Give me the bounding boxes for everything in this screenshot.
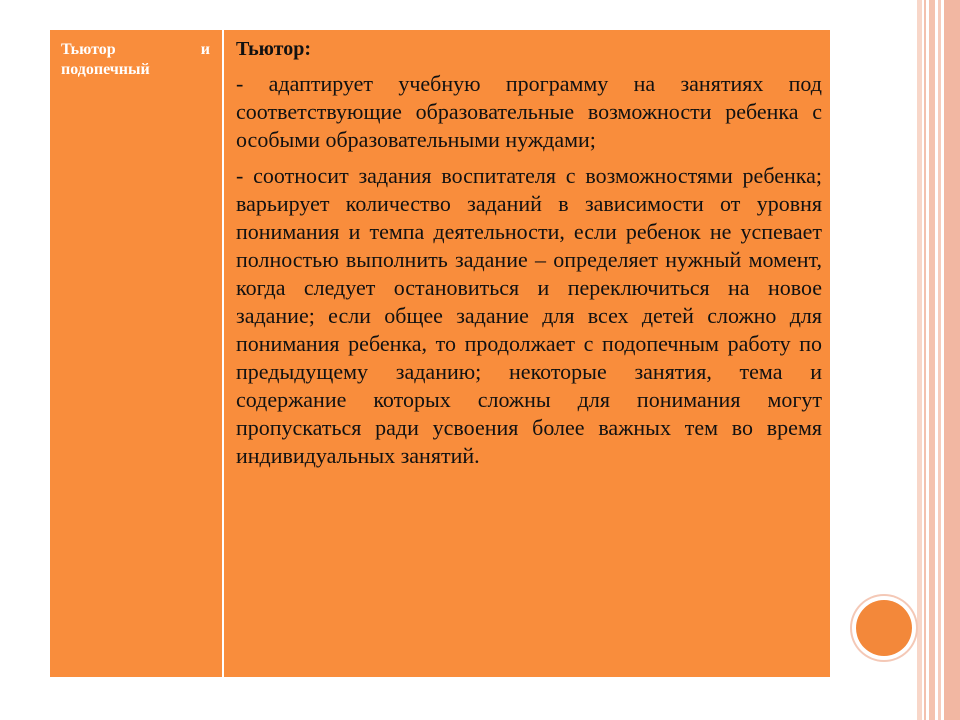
left-cell-text: [50, 30, 222, 80]
table-row: [50, 30, 830, 677]
left-cell: [50, 30, 223, 677]
decor-stripe: [917, 0, 922, 720]
paragraph-2: - соотносит задания воспитателя с возможностями ребенка; варьирует количество заданий в зависимости от уровня понимания и темпа деятельности, если ребенок не успевает полностью выполнить задание – определяет нужный момент, когда следует остановиться и переключиться на новое задание; если общее задание для всех детей сложно для понимания ребенка, то продолжает с подопечным работу по предыдущему заданию; некоторые занятия, тема и содержание которых сложны для понимания могут пропускаться ради усвоения более важных тем во время индивидуальных занятий.: [236, 163, 822, 468]
decor-stripe: [929, 0, 935, 720]
decor-stripe: [924, 0, 926, 720]
right-heading: Тьютор:: [236, 38, 312, 60]
right-cell-text: [224, 30, 830, 470]
paragraph-1: - адаптирует учебную программу на занятиях под соответствующие образовательные возможности ребенка с особыми образовательными нуждами;: [236, 71, 822, 152]
content-table: [50, 30, 830, 677]
left-header-line2: подопечный: [61, 61, 150, 78]
decor-stripe: [938, 0, 941, 720]
decor-circle: [856, 600, 912, 656]
left-header-line1: Тьютор и: [61, 41, 210, 58]
right-cell: [223, 30, 830, 677]
decor-stripe: [944, 0, 960, 720]
